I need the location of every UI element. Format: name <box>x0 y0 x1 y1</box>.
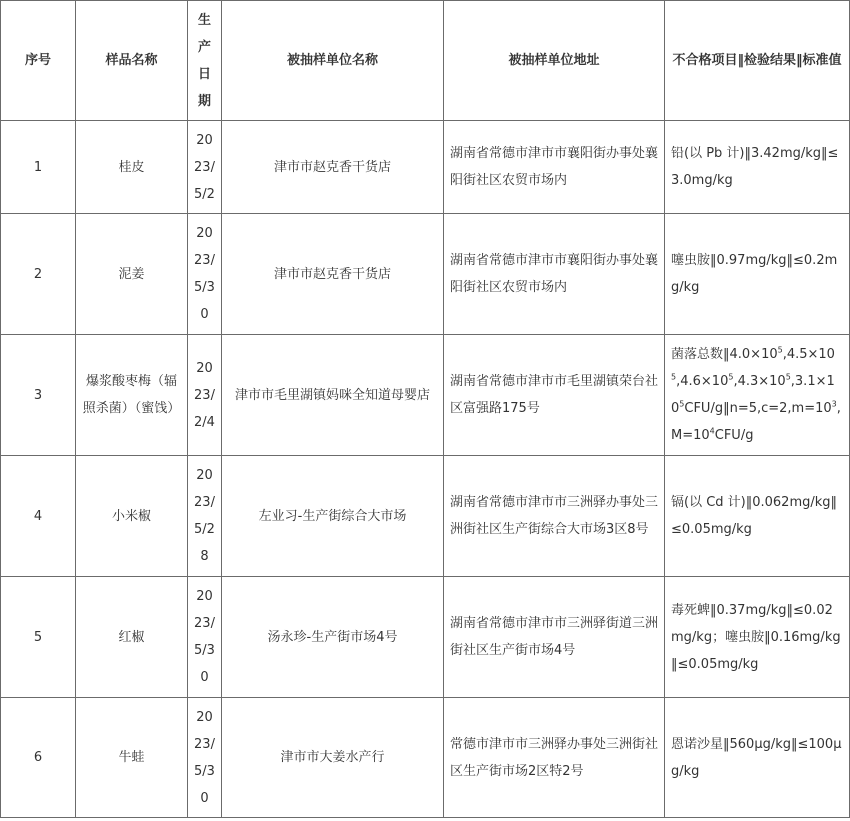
row-number: 5 <box>1 577 76 698</box>
sampled-unit-address: 湖南省常德市津市市三洲驿街道三洲街社区生产街市场4号 <box>444 577 665 698</box>
sampled-unit-address: 湖南省常德市津市市襄阳街办事处襄阳街社区农贸市场内 <box>444 214 665 335</box>
sampled-unit-name: 汤永珍-生产街市场4号 <box>222 577 444 698</box>
failed-item-result-standard: 镉(以 Cd 计)‖0.062mg/kg‖≤0.05mg/kg <box>665 456 850 577</box>
production-date: 2023/5/30 <box>188 214 222 335</box>
sampled-unit-name: 津市市毛里湖镇妈咪全知道母婴店 <box>222 335 444 456</box>
production-date: 2023/5/30 <box>188 698 222 818</box>
header-production-date: 生产日期 <box>188 1 222 121</box>
header-sample-name: 样品名称 <box>76 1 188 121</box>
sampled-unit-address: 常德市津市市三洲驿办事处三洲街社区生产街市场2区特2号 <box>444 698 665 818</box>
row-number: 2 <box>1 214 76 335</box>
failed-item-result-standard: 恩诺沙星‖560μg/kg‖≤100μg/kg <box>665 698 850 818</box>
table-row <box>1 577 850 698</box>
failed-item-result-standard: 铅(以 Pb 计)‖3.42mg/kg‖≤3.0mg/kg <box>665 121 850 214</box>
production-date: 2023/5/30 <box>188 577 222 698</box>
sample-name: 小米椒 <box>76 456 188 577</box>
header-sampled-unit-address: 被抽样单位地址 <box>444 1 665 121</box>
table-row <box>1 456 850 577</box>
sampled-unit-address: 湖南省常德市津市市襄阳街办事处襄阳街社区农贸市场内 <box>444 121 665 214</box>
row-number: 1 <box>1 121 76 214</box>
sampled-unit-address: 湖南省常德市津市市毛里湖镇荣台社区富强路175号 <box>444 335 665 456</box>
production-date: 2023/5/28 <box>188 456 222 577</box>
sampled-unit-name: 左业习-生产街综合大市场 <box>222 456 444 577</box>
sample-name: 泥姜 <box>76 214 188 335</box>
table-row <box>1 335 850 456</box>
table-row <box>1 214 850 335</box>
sampled-unit-name: 津市市赵克香干货店 <box>222 121 444 214</box>
sampled-unit-name: 津市市大姜水产行 <box>222 698 444 818</box>
table-row <box>1 698 850 818</box>
sample-name: 桂皮 <box>76 121 188 214</box>
table-row <box>1 121 850 214</box>
sampled-unit-name: 津市市赵克香干货店 <box>222 214 444 335</box>
sample-name: 牛蛙 <box>76 698 188 818</box>
failed-item-result-standard: 菌落总数$‖4.0\times 10^5,4.5\times 10^5,4.6\times 10^5,4.3\times 10^5,3.1\times 10^5CFU/g‖n=5,c=2,m=10^3,M=10^4CFU/g$ <box>665 335 850 456</box>
production-date: 2023/5/2 <box>188 121 222 214</box>
sample-name: 爆浆酸枣梅（辐照杀菌）（蜜饯） <box>76 335 188 456</box>
header-no: 序号 <box>1 1 76 121</box>
failed-item-result-standard: 毒死蜱‖0.37mg/kg‖≤0.02mg/kg；噻虫胺‖0.16mg/kg‖≤0.05mg/kg <box>665 577 850 698</box>
row-number: 3 <box>1 335 76 456</box>
failed-item-result-standard: 噻虫胺‖0.97mg/kg‖≤0.2mg/kg <box>665 214 850 335</box>
row-number: 6 <box>1 698 76 818</box>
production-date: 2023/2/4 <box>188 335 222 456</box>
header-failed-item-result-standard: 不合格项目‖检验结果‖标准值 <box>665 1 850 121</box>
sampled-unit-address: 湖南省常德市津市市三洲驿办事处三洲街社区生产街综合大市场3区8号 <box>444 456 665 577</box>
row-number: 4 <box>1 456 76 577</box>
header-sampled-unit-name: 被抽样单位名称 <box>222 1 444 121</box>
sample-name: 红椒 <box>76 577 188 698</box>
table-header-row <box>1 1 850 121</box>
